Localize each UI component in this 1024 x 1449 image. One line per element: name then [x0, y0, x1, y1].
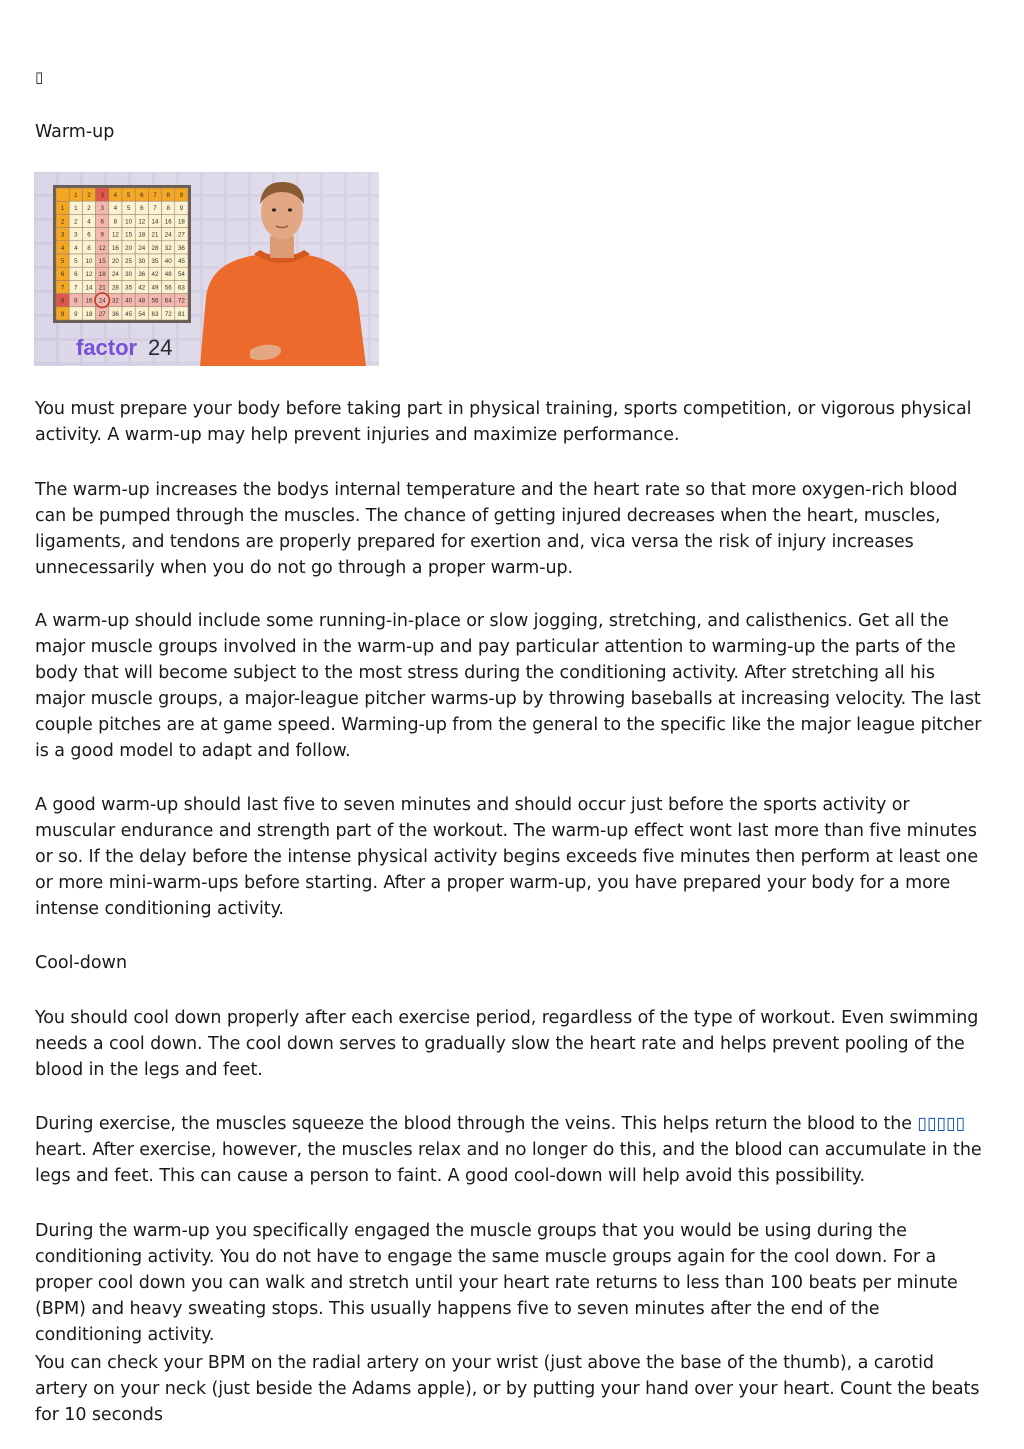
- grid-value: 8: [74, 297, 78, 305]
- grid-value: 12: [98, 244, 106, 252]
- paragraph-cooldown-intro: You should cool down properly after each exercise period, regardless of the type of workout. Even swimming needs a cool down. The cool down serves to gradually slow the heart rate and helps prevent pooling of the blood in the legs and feet.: [35, 1008, 979, 1080]
- grid-value: 18: [138, 231, 146, 239]
- grid-row-label: 2: [60, 218, 65, 226]
- grid-row-label: 7: [60, 284, 65, 292]
- grid-row-label: 4: [60, 244, 65, 252]
- grid-value: 14: [151, 218, 159, 226]
- caption: [76, 335, 172, 360]
- paragraph-warmup-routine: A warm-up should include some running-in-place or slow jogging, stretching, and calisthenics. Get all the major muscle groups involved in the warm-up and pay particular attention to warming-up the parts of the body that will become subject to the most stress during the conditioning activity. After stretching all his major muscle groups, a major-league pitcher warms-up by throwing baseballs at increasing velocity. The last couple pitches are at game speed. Warming-up from the general to the specific like the major league pitcher is a good model to adapt and follow.: [35, 611, 982, 761]
- grid-value: 8: [87, 244, 91, 252]
- grid-value: 2: [74, 218, 78, 226]
- grid-value: 2: [87, 205, 91, 213]
- grid-value: 72: [177, 297, 185, 305]
- grid-value: 24: [164, 231, 172, 239]
- paragraph-warmup-intro: You must prepare your body before taking part in physical training, sports competition, or vigorous physical activity. A warm-up may help prevent injuries and maximize performance.: [35, 399, 972, 445]
- caption-word: factor: [76, 335, 138, 360]
- grid-value: 4: [87, 218, 91, 226]
- grid-value: 7: [153, 205, 157, 213]
- paragraph-cooldown-blood: [35, 1111, 990, 1189]
- grid-value: 16: [111, 244, 119, 252]
- grid-cell: [56, 188, 69, 201]
- grid-value: 5: [74, 258, 78, 265]
- grid-value: 56: [151, 297, 159, 305]
- grid-header-label: 2: [87, 192, 91, 199]
- grid-value: 32: [111, 297, 119, 305]
- grid-value: 40: [164, 258, 172, 265]
- grid-value: 24: [111, 271, 119, 279]
- grid-value: 20: [125, 244, 133, 252]
- grid-value: 1: [74, 205, 78, 213]
- grid-value: 64: [164, 297, 172, 305]
- grid-value: 24: [138, 244, 146, 252]
- grid-row-label: 8: [60, 297, 65, 305]
- grid-value: 3: [74, 231, 78, 239]
- grid-value: 63: [151, 310, 159, 318]
- cooldown-heading: Cool-down: [35, 953, 128, 973]
- grid-value: 5: [126, 205, 131, 213]
- grid-value: 48: [138, 297, 146, 305]
- grid-value: 9: [100, 231, 104, 239]
- grid-value: 7: [74, 284, 78, 292]
- grid-value: 45: [125, 310, 133, 318]
- grid-row-label: 9: [60, 310, 65, 318]
- grid-value: 36: [177, 244, 185, 252]
- grid-value: 8: [113, 218, 118, 226]
- grid-value: 49: [151, 284, 159, 292]
- grid-header-label: 4: [113, 192, 118, 199]
- grid-value: 21: [98, 284, 106, 292]
- grid-header-label: 9: [179, 192, 184, 199]
- grid-value: 32: [164, 244, 172, 252]
- paragraph-cooldown-method: During the warm-up you specifically engaged the muscle groups that you would be using during the conditioning activity. You do not have to engage the same muscle groups again for the cool down. For a proper cool down you can walk and stretch until your heart rate returns to less than 100 beats per minute (BPM) and heavy sweating stops. This usually happens five to seven minutes after the end of the conditioning activity.: [35, 1221, 958, 1345]
- grid-value: 20: [111, 258, 119, 265]
- grid-value: 10: [125, 218, 133, 226]
- grid-value: 81: [177, 310, 185, 318]
- paragraph-text: During exercise, the muscles squeeze the blood through the veins. This helps return the blood to the: [35, 1114, 918, 1134]
- grid-value: 12: [85, 271, 93, 279]
- grid-value: 25: [125, 258, 133, 265]
- grid-value: 15: [98, 258, 106, 265]
- grid-row-label: 6: [60, 271, 65, 279]
- grid-value: 36: [111, 310, 119, 318]
- grid-value: 54: [177, 271, 185, 279]
- multiplication-table-illustration: [34, 172, 379, 366]
- grid-value: 3: [100, 205, 104, 213]
- grid-value: 4: [113, 205, 118, 213]
- paragraph-cooldown-bpm: You can check your BPM on the radial artery on your wrist (just above the base of the thumb), a carotid artery on your neck (just beside the Adams apple), or by putting your hand over your heart. Count the beats for 10 seconds: [35, 1353, 980, 1425]
- grid-value: 18: [98, 271, 106, 279]
- grid-value: 30: [138, 258, 146, 265]
- grid-value: 8: [166, 205, 170, 213]
- grid-value: 12: [138, 218, 146, 226]
- paragraph-text: heart. After exercise, however, the muscles relax and no longer do this, and the blood can accumulate in the legs and feet. This can cause a person to faint. A good cool-down will help avoid this possibility.: [35, 1140, 982, 1186]
- grid-header-label: 6: [140, 192, 144, 199]
- grid-row-label: 1: [60, 205, 65, 213]
- grid-value: 36: [138, 271, 146, 279]
- grid-value: 16: [164, 218, 172, 226]
- warmup-heading: Warm-up: [35, 122, 115, 142]
- grid-header-label: 5: [126, 192, 131, 199]
- grid-value: 63: [177, 284, 185, 292]
- grid-value: 56: [164, 284, 172, 292]
- grid-header-label: 8: [166, 192, 170, 199]
- video-still-image: [34, 172, 379, 366]
- grid-value: 42: [151, 271, 159, 279]
- grid-value: 45: [177, 258, 185, 265]
- grid-value: 9: [179, 205, 184, 213]
- grid-value: 10: [85, 258, 93, 265]
- grid-value: 27: [177, 231, 185, 239]
- grid-header-label: 1: [74, 192, 78, 199]
- multiplication-grid: [53, 185, 191, 323]
- missing-glyph-icon: ▯: [35, 68, 44, 86]
- grid-value: 12: [111, 231, 119, 239]
- grid-header-label: 3: [100, 192, 104, 199]
- grid-value: 16: [85, 297, 93, 305]
- grid-value: 28: [111, 284, 119, 292]
- grid-value: 35: [125, 284, 133, 292]
- grid-value: 21: [151, 231, 159, 239]
- paragraph-warmup-duration: A good warm-up should last five to seven minutes and should occur just before the sports activity or muscular endurance and strength part of the workout. The warm-up effect wont last more than five minutes or so. If the delay before the intense physical activity begins exceeds five minutes then perform at least one or more mini-warm-ups before starting. After a proper warm-up, you have prepared your body for a more intense conditioning activity.: [35, 795, 979, 919]
- grid-value: 18: [85, 310, 93, 318]
- grid-value: 15: [125, 231, 133, 239]
- grid-value: 6: [74, 271, 78, 279]
- inline-link[interactable]: ▯▯▯▯▯: [917, 1114, 966, 1134]
- grid-header-label: 7: [153, 192, 157, 199]
- caption-number: 24: [148, 335, 173, 360]
- grid-row-label: 5: [60, 258, 65, 265]
- grid-value: 42: [138, 284, 146, 292]
- grid-value: 14: [85, 284, 93, 292]
- grid-value: 28: [151, 244, 159, 252]
- grid-value: 48: [164, 271, 172, 279]
- grid-value: 24: [98, 297, 106, 305]
- grid-value: 54: [138, 310, 146, 318]
- grid-value: 4: [74, 244, 78, 252]
- grid-value: 18: [177, 218, 185, 226]
- grid-value: 27: [98, 310, 106, 318]
- grid-value: 35: [151, 258, 159, 265]
- paragraph-warmup-temperature: The warm-up increases the bodys internal temperature and the heart rate so that more oxygen-rich blood can be pumped through the muscles. The chance of getting injured decreases when the heart, muscles, ligaments, and tendons are properly prepared for exertion and, vica versa the risk of injury increases unnecessarily when you do not go through a proper warm-up.: [35, 480, 958, 578]
- grid-value: 30: [125, 271, 133, 279]
- grid-value: 6: [87, 231, 91, 239]
- grid-row-label: 3: [60, 231, 65, 239]
- grid-value: 9: [74, 310, 78, 318]
- grid-value: 40: [125, 297, 133, 305]
- grid-value: 6: [140, 205, 144, 213]
- grid-value: 72: [164, 310, 172, 318]
- grid-value: 6: [100, 218, 104, 226]
